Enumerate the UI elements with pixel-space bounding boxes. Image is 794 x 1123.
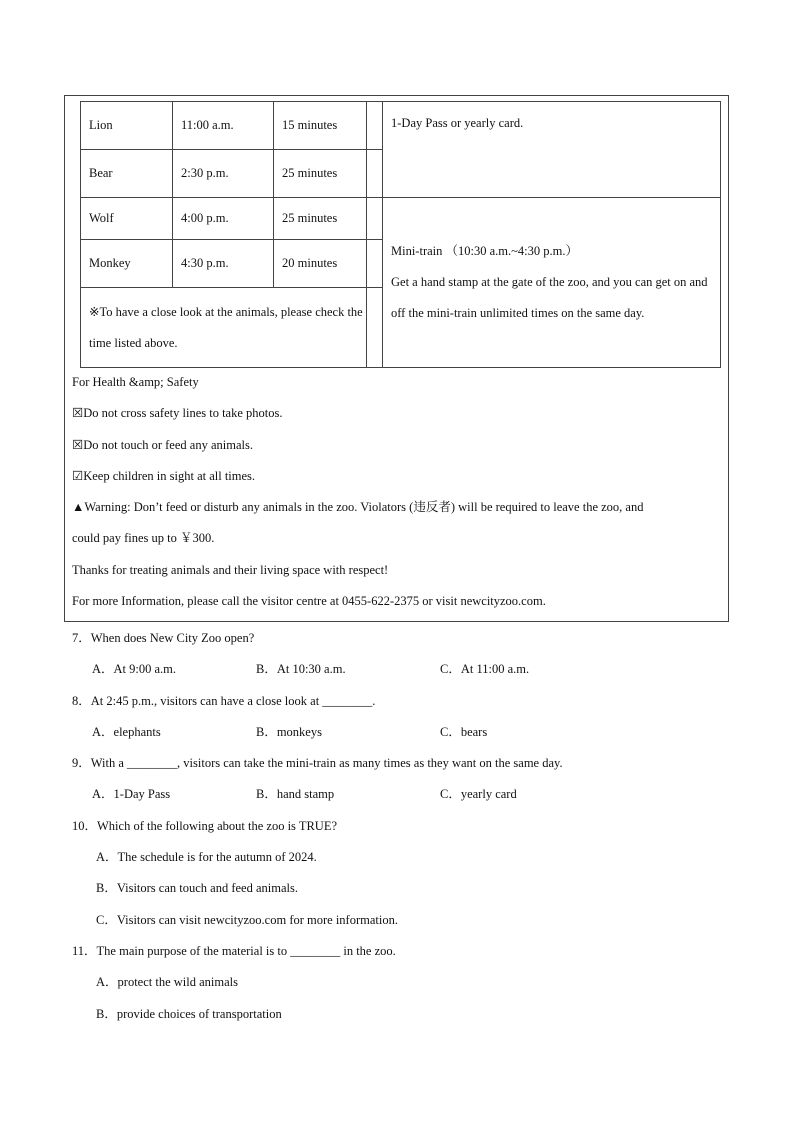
option-a: A．1-Day Pass [92, 787, 171, 802]
question-7: 7．When does New City Zoo open? [72, 631, 255, 645]
thanks-line: Thanks for treating animals and their living space with respect! [72, 562, 389, 577]
options-8 [72, 717, 752, 748]
table-row [81, 198, 721, 240]
option-b: B．At 10:30 a.m. [256, 662, 346, 677]
option-b: B．Visitors can touch and feed animals. [96, 881, 298, 896]
blank-cell [367, 198, 383, 240]
questions [72, 623, 752, 1030]
options-9 [72, 779, 752, 810]
time-cell: 11:00 a.m. [173, 102, 274, 150]
duration-cell: 25 minutes [274, 150, 367, 198]
animal-cell: Bear [81, 150, 173, 198]
train-text: Get a hand stamp at the gate of the zoo, and you can get on and off the mini-train unlimited times on the same day. [391, 275, 708, 320]
question-8: 8．At 2:45 p.m., visitors can have a close look at ________. [72, 693, 376, 708]
blank-cell [367, 102, 383, 150]
options-7 [72, 654, 752, 685]
warning-line: ▲Warning: Don’t feed or disturb any animals in the zoo. Violators (违反者) will be required to leave the zoo, and [72, 500, 644, 515]
option-b: B．provide choices of transportation [96, 1006, 282, 1021]
warning-line: could pay fines up to ￥300. [72, 531, 215, 546]
duration-cell: 20 minutes [274, 240, 367, 288]
animal-cell: Wolf [81, 198, 173, 240]
schedule-table [80, 101, 721, 368]
blank-cell [367, 150, 383, 198]
contact-line: For more Information, please call the visitor centre at 0455-622-2375 or visit newcityzoo.com. [72, 594, 546, 609]
option-c: C．At 11:00 a.m. [440, 662, 530, 677]
rule-item: ☒Do not cross safety lines to take photos. [72, 406, 283, 421]
pass-cell: 1-Day Pass or yearly card. [383, 102, 721, 198]
safety-heading: For Health &amp; Safety [72, 375, 199, 389]
option-a: A．elephants [92, 724, 161, 739]
time-cell: 4:00 p.m. [173, 198, 274, 240]
option-c: C．Visitors can visit newcityzoo.com for more information. [96, 912, 398, 927]
duration-cell: 15 minutes [274, 102, 367, 150]
option-c: C．yearly card [440, 787, 517, 802]
animal-cell: Monkey [81, 240, 173, 288]
train-title: Mini-train （10:30 a.m.~4:30 p.m.） [391, 244, 578, 258]
train-cell [383, 198, 721, 368]
option-a: A．At 9:00 a.m. [92, 662, 177, 677]
safety-section [72, 367, 722, 617]
rule-item: ☒Do not touch or feed any animals. [72, 437, 253, 452]
question-11: 11．The main purpose of the material is to ________ in the zoo. [72, 943, 396, 958]
option-c: C．bears [440, 724, 488, 739]
question-9: 9．With a ________, visitors can take the mini-train as many times as they want on the same day. [72, 756, 563, 771]
rule-item: ☑Keep children in sight at all times. [72, 468, 256, 483]
blank-cell [367, 240, 383, 288]
option-b: B．monkeys [256, 724, 322, 739]
animal-cell: Lion [81, 102, 173, 150]
time-cell: 4:30 p.m. [173, 240, 274, 288]
blank-cell [367, 288, 383, 368]
time-cell: 2:30 p.m. [173, 150, 274, 198]
table-row [81, 102, 721, 150]
option-a: A．The schedule is for the autumn of 2024. [96, 850, 317, 865]
question-10: 10．Which of the following about the zoo is TRUE? [72, 818, 337, 833]
option-b: B．hand stamp [256, 787, 335, 802]
option-a: A．protect the wild animals [96, 975, 238, 990]
schedule-note: ※To have a close look at the animals, please check the time listed above. [81, 288, 367, 368]
duration-cell: 25 minutes [274, 198, 367, 240]
